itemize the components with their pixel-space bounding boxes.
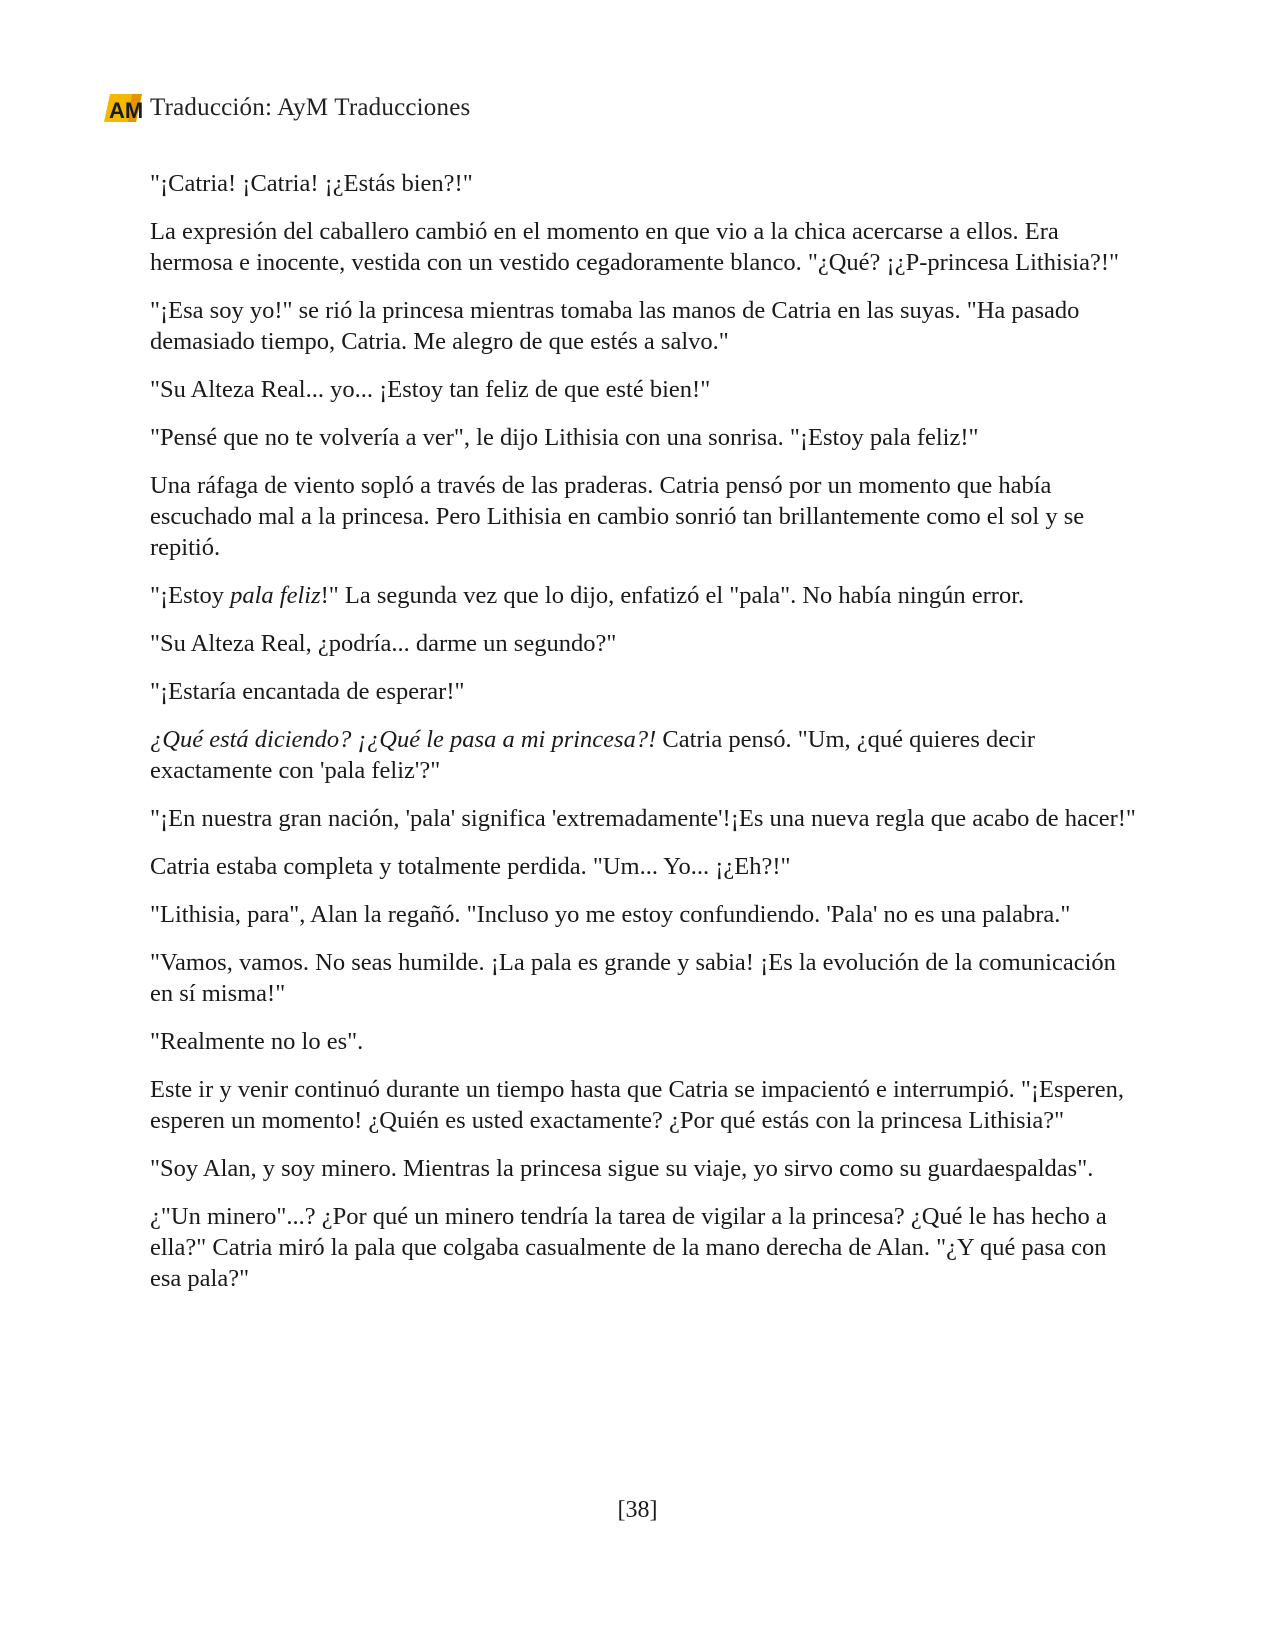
text-segment: !" La segunda vez que lo dijo, enfatizó el "pala". No había ningún error. <box>320 582 1025 609</box>
paragraph <box>150 724 1140 786</box>
aym-logo-icon <box>104 92 144 124</box>
text-segment: Catria pensó. "Um, ¿qué quieres decir exactamente con 'pala feliz'?" <box>150 726 1035 784</box>
text-segment: Una ráfaga de viento sopló a través de las praderas. Catria pensó por un momento que había escuchado mal a la princesa. Pero Lithisia en cambio sonrió tan brillantemente como el sol y se repitió. <box>150 472 1085 561</box>
text-segment: La expresión del caballero cambió en el momento en que vio a la chica acercarse a ellos. Era hermosa e inocente, vestida con un vestido cegadoramente blanco. "¿Qué? ¡¿P-princesa Lithisia?!" <box>150 218 1119 276</box>
text-segment: "Realmente no lo es". <box>150 1028 364 1055</box>
header-title: Traducción: AyM Traducciones <box>150 94 471 121</box>
text-segment: "¡Catria! ¡Catria! ¡¿Estás bien?!" <box>150 170 473 197</box>
text-segment: "¡Estaría encantada de esperar!" <box>150 678 465 705</box>
paragraph <box>150 1026 1140 1057</box>
paragraph <box>150 580 1140 611</box>
paragraph <box>150 676 1140 707</box>
text-segment: Este ir y venir continuó durante un tiempo hasta que Catria se impacientó e interrumpió. "¡Esperen, esperen un momento! ¿Quién es usted exactamente? ¿Por qué estás con la princesa Lithisia?" <box>150 1076 1125 1134</box>
paragraph <box>150 374 1140 405</box>
page-number: [38] <box>617 1497 658 1523</box>
text-segment: Catria estaba completa y totalmente perdida. "Um... Yo... ¡¿Eh?!" <box>150 853 791 880</box>
text-segment: "Su Alteza Real, ¿podría... darme un segundo?" <box>150 630 617 657</box>
text-segment: "Pensé que no te volvería a ver", le dijo Lithisia con una sonrisa. "¡Estoy pala feliz!" <box>150 424 979 451</box>
paragraph <box>150 295 1140 357</box>
paragraph <box>150 851 1140 882</box>
text-segment: "Vamos, vamos. No seas humilde. ¡La pala es grande y sabia! ¡Es la evolución de la comunicación en sí misma!" <box>150 949 1116 1007</box>
text-segment: "Soy Alan, y soy minero. Mientras la princesa sigue su viaje, yo sirvo como su guardaespaldas". <box>150 1155 1094 1182</box>
italic-text: pala feliz <box>230 582 321 609</box>
text-segment: "Su Alteza Real... yo... ¡Estoy tan feliz de que esté bien!" <box>150 376 711 403</box>
text-segment: "¡Estoy <box>150 582 231 609</box>
paragraph <box>150 422 1140 453</box>
paragraph <box>150 1201 1140 1294</box>
paragraph <box>150 1153 1140 1184</box>
body-text <box>150 168 1140 1311</box>
paragraph <box>150 803 1140 834</box>
paragraph <box>150 628 1140 659</box>
paragraph <box>150 470 1140 563</box>
paragraph <box>150 168 1140 199</box>
page-header <box>104 92 470 124</box>
text-segment: "¡Esa soy yo!" se rió la princesa mientras tomaba las manos de Catria en las suyas. "Ha pasado demasiado tiempo, Catria. Me alegro de que estés a salvo." <box>150 297 1080 355</box>
paragraph <box>150 899 1140 930</box>
paragraph <box>150 216 1140 278</box>
text-segment: "Lithisia, para", Alan la regañó. "Incluso yo me estoy confundiendo. 'Pala' no es una palabra." <box>150 901 1071 928</box>
svg-text:AM: AM <box>109 98 144 123</box>
paragraph <box>150 1074 1140 1136</box>
paragraph <box>150 947 1140 1009</box>
italic-text: ¿Qué está diciendo? ¡¿Qué le pasa a mi princesa?! <box>150 726 657 753</box>
text-segment: ¿"Un minero"...? ¿Por qué un minero tendría la tarea de vigilar a la princesa? ¿Qué le has hecho a ella?" Catria miró la pala que colgaba casualmente de la mano derecha de Alan. "¿Y qué pasa con esa pala?" <box>150 1203 1107 1292</box>
text-segment: "¡En nuestra gran nación, 'pala' significa 'extremadamente'!¡Es una nueva regla que acabo de hacer!" <box>150 805 1136 832</box>
